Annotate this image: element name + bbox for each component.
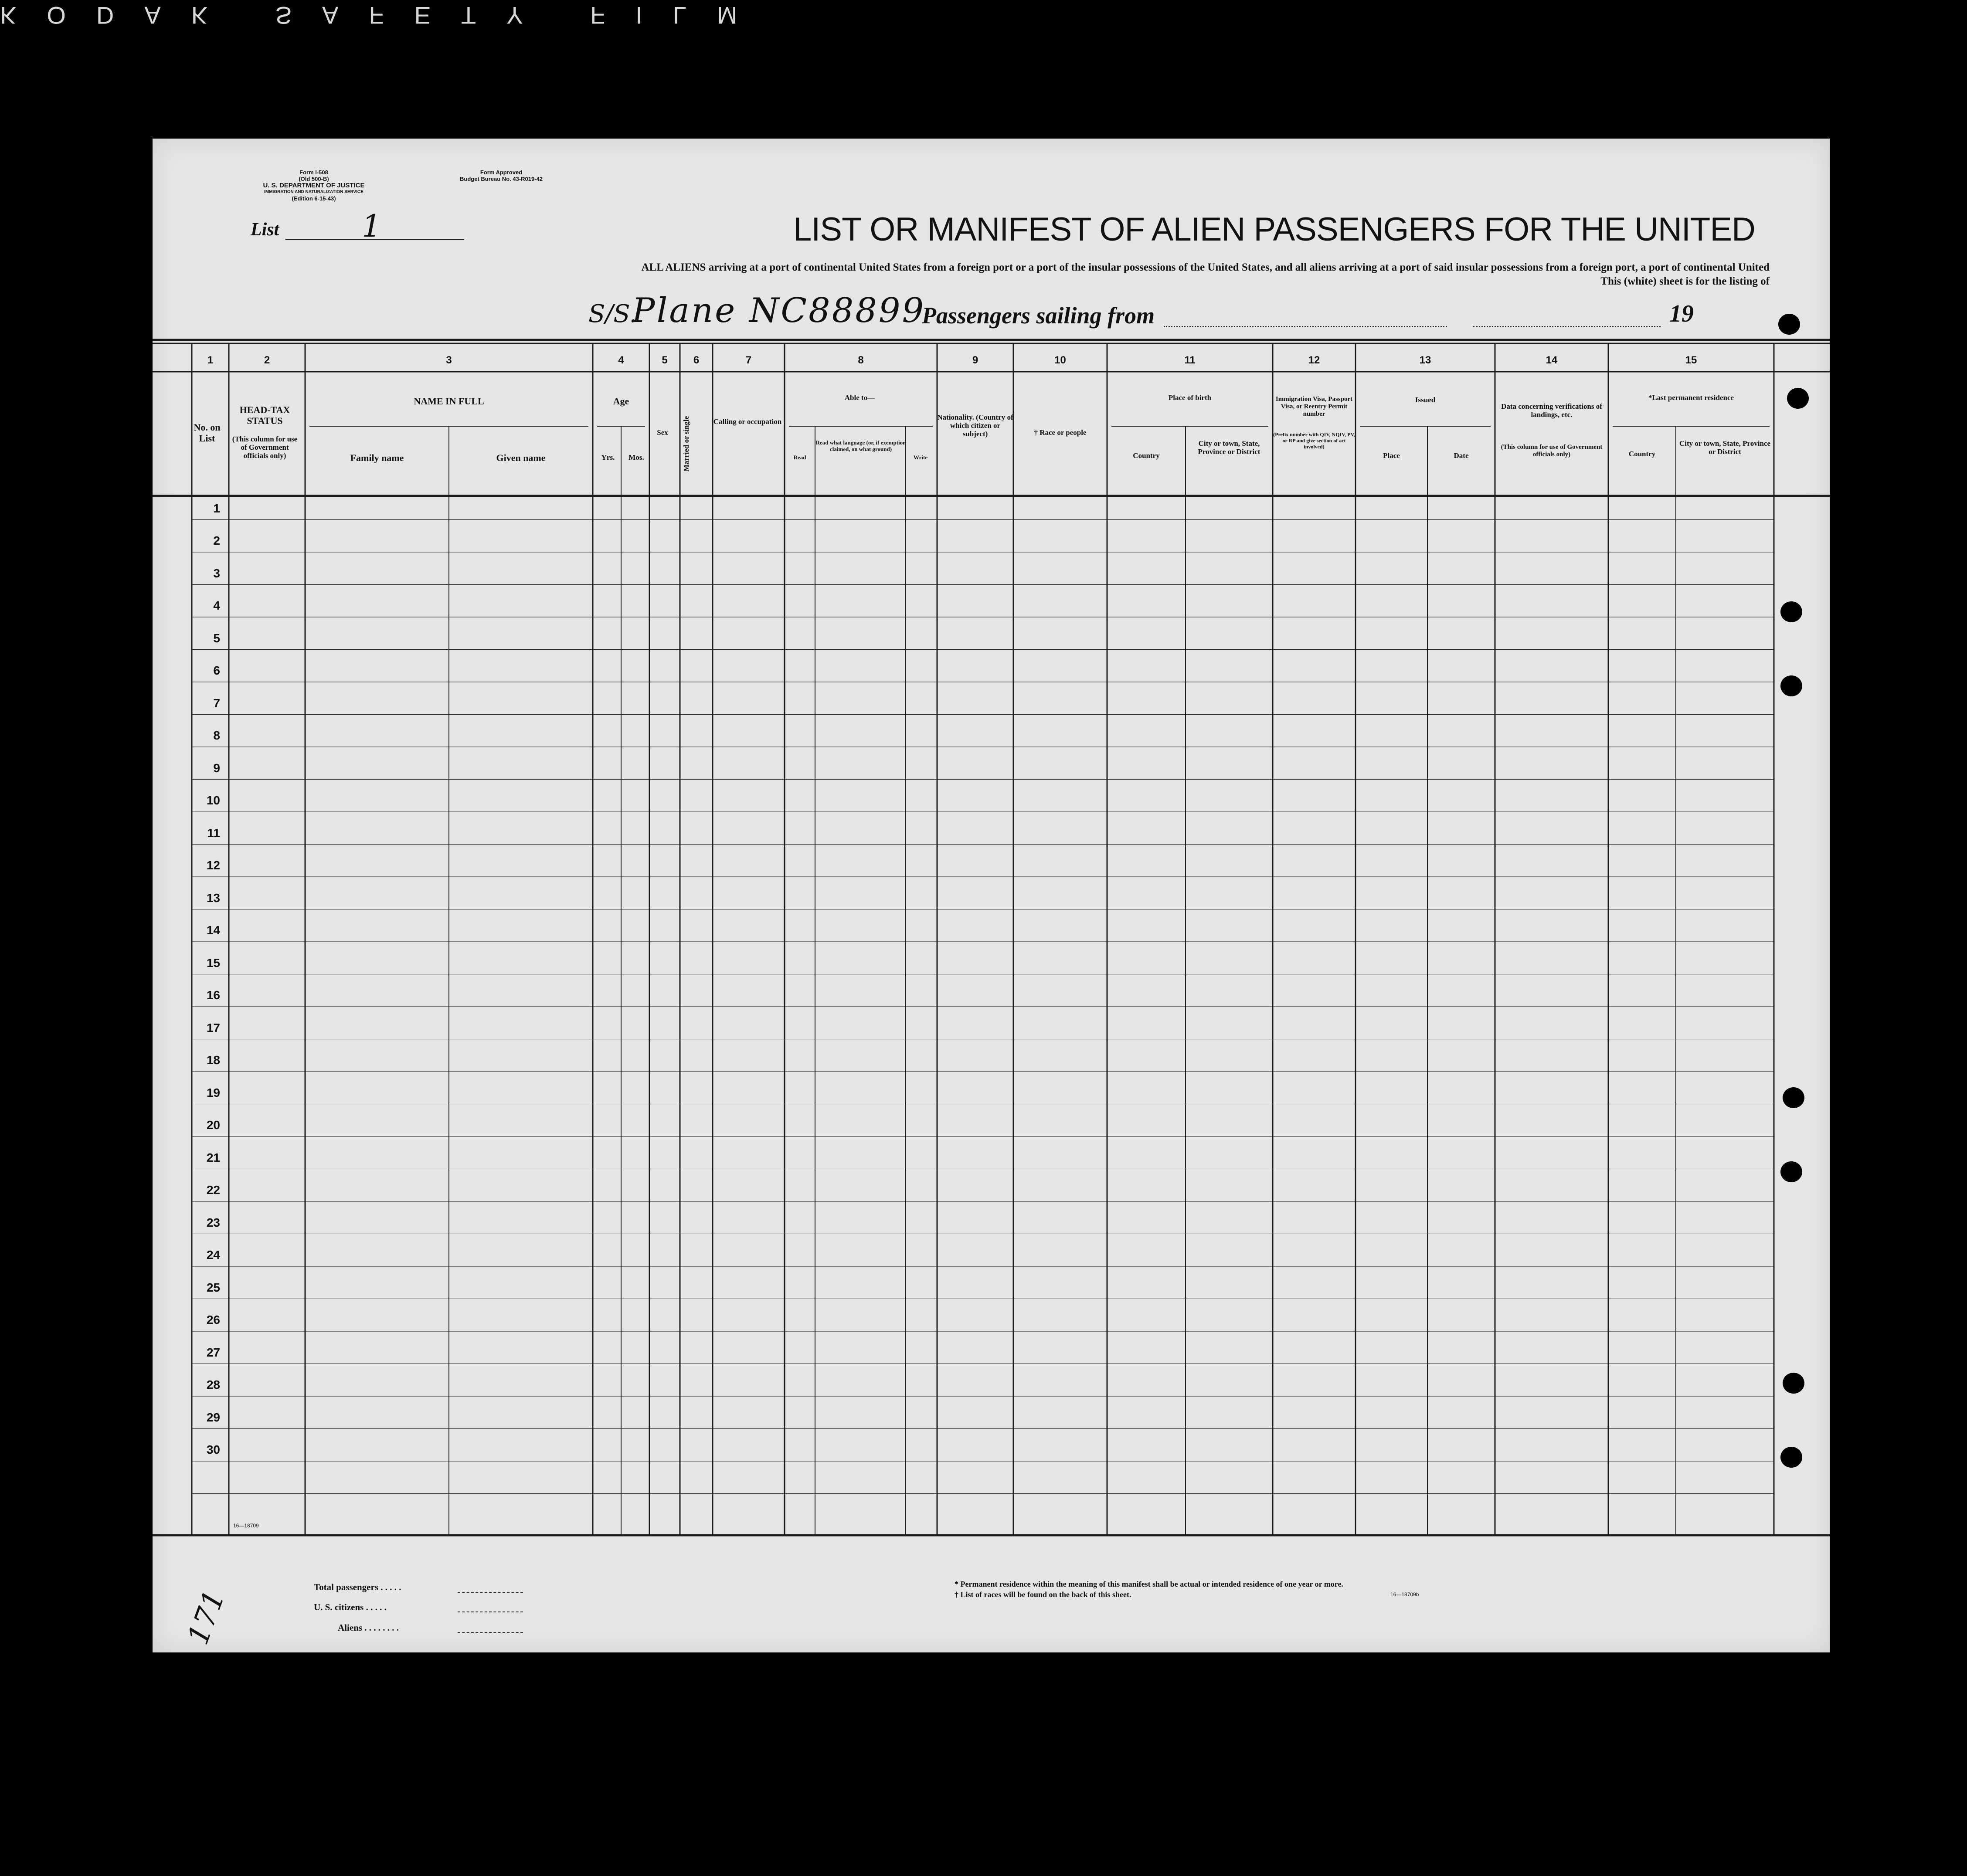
row-number: 10 xyxy=(206,794,220,807)
form-number: Form I-508 xyxy=(299,169,328,176)
ship-prefix: S/S. xyxy=(588,300,637,328)
aliens-line xyxy=(458,1632,523,1633)
header-last-residence: *Last permanent residence xyxy=(1648,394,1734,402)
column-number: 5 xyxy=(662,354,668,366)
aliens-note-line-2: This (white) sheet is for the listing of xyxy=(1600,275,1770,287)
punch-hole xyxy=(1778,314,1800,335)
row-number: 28 xyxy=(206,1378,220,1391)
header-visa-note: (Prefix number with QIV, NQIV, PV, or RP and give section of act involved) xyxy=(1273,431,1355,450)
punch-hole xyxy=(1780,601,1802,622)
header-no-on-list: No. on List xyxy=(194,422,221,444)
header-calling: Calling or occupation xyxy=(713,417,782,426)
punch-hole xyxy=(1783,1087,1804,1108)
list-number: 1 xyxy=(362,208,381,244)
total-passengers-line xyxy=(458,1592,523,1593)
row-number: 7 xyxy=(213,696,220,710)
footnote-races: † List of races will be found on the back of this sheet. xyxy=(955,1590,1131,1599)
margin-handwritten-note: 171 xyxy=(181,1586,231,1649)
header-yrs: Yrs. xyxy=(601,453,615,461)
list-label: List xyxy=(251,220,279,240)
printer-code: 16—18709 xyxy=(233,1523,259,1529)
aliens-note-line-1: ALL ALIENS arriving at a port of continental United States from a foreign port or a port of the insular possessions of the United States, and all aliens arriving at a port of said insular possessions from a foreign port, a port of continental United xyxy=(641,261,1770,273)
punch-hole xyxy=(1780,1447,1802,1468)
header-race: † Race or people xyxy=(1034,428,1087,437)
year-prefix: 19 xyxy=(1669,300,1694,327)
header-place-of-birth: Place of birth xyxy=(1168,394,1212,402)
us-citizens-line xyxy=(458,1611,523,1612)
column-number: 2 xyxy=(264,354,270,366)
row-number: 1 xyxy=(213,501,220,515)
row-number: 3 xyxy=(213,566,220,580)
budget-bureau: Budget Bureau No. 43-R019-42 xyxy=(460,176,543,182)
manifest-sheet xyxy=(153,139,1830,1652)
column-number: 12 xyxy=(1308,354,1320,366)
row-number: 5 xyxy=(213,631,220,645)
row-number: 11 xyxy=(207,826,220,840)
punch-hole xyxy=(1780,675,1802,696)
column-number: 4 xyxy=(618,354,624,366)
us-citizens-label: U. S. citizens . . . . . xyxy=(314,1602,387,1612)
aliens-label: Aliens . . . . . . . . xyxy=(338,1622,399,1633)
header-issued: Issued xyxy=(1415,396,1436,404)
row-number: 14 xyxy=(206,923,220,937)
total-passengers-label: Total passengers . . . . . xyxy=(314,1582,401,1592)
header-birth-city: City or town, State, Province or District xyxy=(1198,439,1260,456)
form-old-number: (Old 500-B) xyxy=(299,176,329,182)
header-issued-place: Place xyxy=(1383,451,1400,460)
column-number: 8 xyxy=(858,354,864,366)
row-number: 27 xyxy=(206,1345,220,1359)
header-verifications-note: (This column for use of Government officials only) xyxy=(1501,444,1603,458)
header-able-to: Able to— xyxy=(844,394,875,402)
footnote-permanent: * Permanent residence within the meaning of this manifest shall be actual or intended residence of one year or more. xyxy=(955,1580,1343,1588)
row-number: 4 xyxy=(213,599,220,612)
header-residence-city: City or town, State, Province or District xyxy=(1679,439,1770,456)
row-number: 30 xyxy=(206,1443,220,1456)
row-number: 6 xyxy=(213,664,220,677)
film-edge-marking: KODAK SAFETY FILM xyxy=(0,2,768,29)
page-title: LIST OR MANIFEST OF ALIEN PASSENGERS FOR THE UNITED xyxy=(793,211,1755,248)
row-number: 17 xyxy=(206,1021,220,1035)
row-number: 26 xyxy=(206,1313,220,1326)
header-mos: Mos. xyxy=(628,453,644,461)
header-birth-country: Country xyxy=(1133,451,1160,460)
header-read-language: Read what language (or, if exemption claimed, on what ground) xyxy=(815,439,906,452)
edition: (Edition 6-15-43) xyxy=(292,195,336,202)
department: U. S. DEPARTMENT OF JUSTICE xyxy=(263,182,365,189)
sailing-from-label: Passengers sailing from xyxy=(922,302,1155,329)
column-number: 14 xyxy=(1546,354,1558,366)
header-visa: Immigration Visa, Passport Visa, or Reentry Permit number xyxy=(1275,396,1353,417)
header-name-in-full: NAME IN FULL xyxy=(414,396,484,407)
header-nationality: Nationality. (Country of which citizen or subject) xyxy=(937,413,1013,438)
header-sex: Sex xyxy=(657,428,668,437)
row-number: 2 xyxy=(213,534,220,547)
row-number: 25 xyxy=(206,1280,220,1294)
header-given-name: Given name xyxy=(496,452,546,463)
vessel-name-handwritten: Plane NC88899 xyxy=(632,291,926,330)
column-number: 11 xyxy=(1184,354,1196,366)
header-head-tax-note: (This column for use of Government officials only) xyxy=(232,435,298,460)
row-number: 29 xyxy=(206,1410,220,1424)
row-number: 8 xyxy=(213,729,220,742)
row-number: 9 xyxy=(213,761,220,775)
header-verifications: Data concerning verifications of landings, etc. xyxy=(1501,402,1602,419)
header-read: Read xyxy=(793,454,806,461)
column-number: 7 xyxy=(745,354,752,366)
column-number: 3 xyxy=(446,354,452,366)
header-married: Married or single xyxy=(682,416,690,472)
column-number: 13 xyxy=(1419,354,1431,366)
column-number: 1 xyxy=(207,354,214,366)
header-issued-date: Date xyxy=(1454,451,1469,460)
row-number: 22 xyxy=(206,1183,220,1197)
row-number: 23 xyxy=(206,1215,220,1229)
row-number: 18 xyxy=(206,1053,220,1067)
column-number: 6 xyxy=(693,354,700,366)
column-number: 9 xyxy=(972,354,978,366)
form-approved-label: Form Approved xyxy=(480,169,523,176)
punch-hole xyxy=(1787,388,1809,409)
row-number: 19 xyxy=(206,1086,220,1099)
column-number: 15 xyxy=(1685,354,1697,366)
service: IMMIGRATION AND NATURALIZATION SERVICE xyxy=(264,190,364,194)
row-number: 20 xyxy=(206,1118,220,1132)
punch-hole xyxy=(1783,1373,1804,1394)
row-number: 21 xyxy=(206,1150,220,1164)
row-number: 13 xyxy=(206,891,220,905)
footnote-code: 16—18709b xyxy=(1390,1591,1419,1598)
row-number: 15 xyxy=(206,956,220,970)
column-number: 10 xyxy=(1054,354,1066,366)
header-write: Write xyxy=(913,454,928,461)
header-head-tax: HEAD-TAX STATUS xyxy=(239,404,290,426)
header-residence-country: Country xyxy=(1628,450,1656,458)
header-age: Age xyxy=(613,396,629,407)
punch-hole xyxy=(1780,1161,1802,1182)
row-number: 12 xyxy=(206,858,220,872)
row-number: 16 xyxy=(206,988,220,1002)
header-family-name: Family name xyxy=(350,452,404,463)
row-number: 24 xyxy=(206,1248,220,1262)
